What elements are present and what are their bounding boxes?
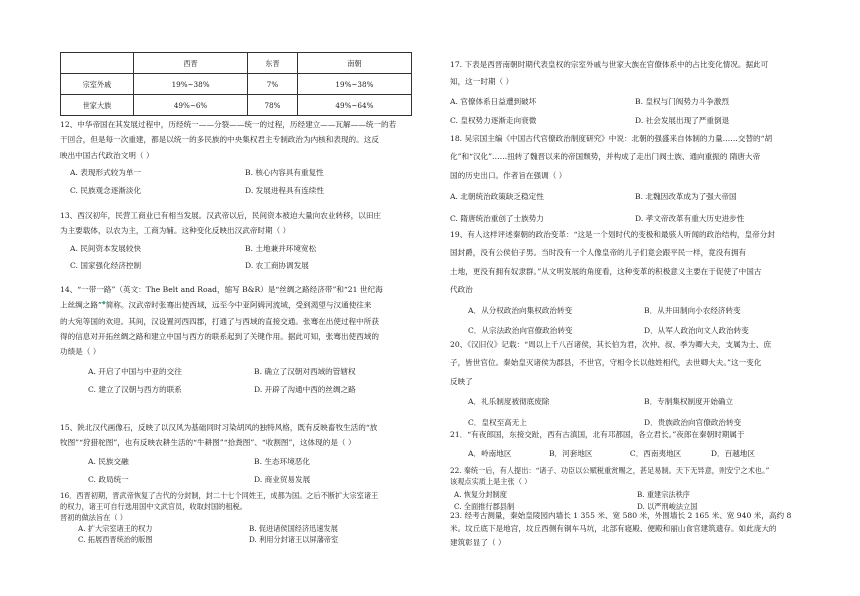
question-line: 干回合，但是每一次重建，都是以统一的多民族的中央集权君主专制政治为内核和表现的。这反 <box>60 135 379 145</box>
table-row <box>61 74 412 95</box>
options-row <box>60 524 420 533</box>
question-line: 反映了 <box>450 376 473 386</box>
options-row <box>450 192 820 201</box>
option-d: D. 社会发展出现了严重倒退 <box>635 116 730 126</box>
question-line: 22. 秦统一后，有人提出：“诸子、功臣以公赋税重赏赐之，甚足易制。天下无异意，则安宁之术也。” <box>450 466 770 475</box>
option-c: C．皇权至高无上 <box>468 417 527 427</box>
table-cell: 7% <box>248 74 298 95</box>
question-13 <box>60 211 420 271</box>
options-row <box>60 186 420 195</box>
option-d: D. 开辟了沟通中西的丝绸之路 <box>254 385 356 395</box>
option-c: C. 建立了汉朝与西方的联系 <box>88 385 182 395</box>
option-b: B. 核心内容具有重复性 <box>245 168 324 178</box>
question-line: 17. 下表是西晋南朝时期代表皇权的宗室外戚与世家大族在官僚体系中的占比变化情况。据此可 <box>450 60 769 69</box>
options-row <box>450 306 820 315</box>
options-row <box>60 168 420 177</box>
question-line: 米。坟丘底下是地宫，坟丘西侧有铜车马坑，北部有寝殿、便殿和丽山食官建筑遗存。如此庞大的 <box>450 524 777 534</box>
option-c: C. 政局统一 <box>88 475 129 485</box>
question-line: 化”和“汉化”……扭转了魏晋以来的帝国颓势，并构成了走出门阀士族、通向重振的 隋唐大帝 <box>450 152 761 162</box>
options-row <box>450 326 820 335</box>
option-a: A．从分权政治向集权政治转变 <box>468 305 573 315</box>
table-cell: 宗室外戚 <box>61 74 134 95</box>
question-line: 国的历史出口。作者旨在强调（ ） <box>450 170 567 180</box>
question-line-wrap <box>60 300 420 310</box>
option-b: B．从井田制向小农经济转变 <box>644 305 741 315</box>
question-line: 代政治 <box>450 285 473 295</box>
option-a: A．岭南地区 <box>468 449 512 459</box>
option-a: A．礼乐制度被彻底废除 <box>468 397 550 407</box>
question-15 <box>60 423 420 485</box>
question-line: 国封爵，没有公侯伯子男。当时没有一个人像皇帝的儿子们竟会跟平民一样，竟没有拥有 <box>450 248 747 258</box>
option-a: A. 北朝统治政策缺乏稳定性 <box>450 192 544 202</box>
options-row <box>60 244 420 253</box>
question-21 <box>450 430 820 459</box>
options-row <box>60 457 420 466</box>
question-line: 的权力，诸王可自行选用国中文武官员，收取封国的租税。 <box>60 502 247 511</box>
question-line: 13、西汉初年，民营工商业已有相当发展。汉武帝以后，民间资本被迫大量向农业转移，以田庄 <box>60 211 382 220</box>
option-a: A. 恢复分封制度 <box>454 490 507 499</box>
options-row <box>60 475 420 484</box>
option-d: D. 农工商协调发展 <box>245 261 309 271</box>
option-a: A. 官僚体系日益遭到破坏 <box>450 96 537 106</box>
table-cell: 世家大族 <box>61 95 134 116</box>
option-c: C. 民族观念逐渐淡化 <box>70 185 142 195</box>
question-line: 21．“有夜郎国，东接交趾，西有古滇国，北有邛都国，各立君长。”夜郎在秦朝时期属于 <box>450 430 745 439</box>
question-line: 为主要载体，以农为主，工商为辅。这种变化反映出汉武帝时期（ ） <box>60 226 291 236</box>
option-b: B. 促进诸侯国经济迅速发展 <box>249 524 338 533</box>
options-row <box>450 116 820 125</box>
option-d: D. 孝文帝改革有重大历史进步性 <box>635 213 745 223</box>
option-b: B．河套地区 <box>548 449 593 459</box>
question-line: 14、“一带一路”（英文：The Belt and Road，缩写 B&R）是“丝绸之路经济带”和“21 世纪海 <box>60 285 383 294</box>
option-a: A. 扩大宗室诸王的权力 <box>78 524 153 533</box>
option-b: B. 确立了汉朝对西域的管辖权 <box>254 366 356 376</box>
option-a: A. 民间资本发展较快 <box>70 243 142 253</box>
question-18 <box>450 134 820 223</box>
options-row <box>60 385 420 394</box>
question-line: 子，皆世官位。秦始皇灭诸侯为郡县，不世官，守相令长以他姓相代，去世卿大夫。”这一变化 <box>450 358 762 368</box>
options-row <box>450 502 820 511</box>
question-line: 16．西晋初期，晋武帝恢复了古代的分封制，封二十七个同姓王，成都为国。之后不断扩大宗室诸王 <box>60 491 379 500</box>
question-line: 20、《汉旧仪》记载：“周以上千八百诸侯，其长伯为君，次仲、叔、季为卿大夫，支属为士、庶 <box>450 340 772 349</box>
option-d: D. 发展进程具有连续性 <box>245 185 324 195</box>
question-line: 23. 经考古测量，秦始皇陵园内墙长 1 355 米、宽 580 米，外围墙长 2 165 米、宽 940 米，高约 8 <box>450 511 792 520</box>
option-b: B．专制集权制度开始确立 <box>644 397 734 407</box>
option-b: B. 北魏因改革成为了强大帝国 <box>635 192 737 202</box>
table-cell: 49%~6% <box>134 95 248 116</box>
option-b: B. 土地兼并环境宽松 <box>245 243 317 253</box>
question-line: 牧图”“狩猎驼图”，也有反映农耕生活的“牛耕图”“拾粪图”、“收割图”，这体现的是（ ） <box>60 438 356 448</box>
option-b: B. 皇权与门阀势力斗争激烈 <box>635 96 729 106</box>
question-20 <box>450 340 820 427</box>
option-d: D. 利用分封诸王以屏藩帝室 <box>249 535 339 544</box>
question-line: 12、中华帝国在其发展过程中，历经统一——分裂——统一的过程，历经建立——瓦解——统一的若 <box>60 120 397 129</box>
question-line: 功绩是（ ） <box>60 347 101 357</box>
option-c: C. 国家强化经济控制 <box>70 261 142 271</box>
option-c: C. 拓展西晋统治的版图 <box>78 535 153 544</box>
question-line: 简称。汉武帝时张骞出使西域，远至今中亚阿姆河流域，受到渴望与汉通使往来 <box>105 301 372 311</box>
table-header-cell: 西晋 <box>134 53 248 74</box>
option-a: A. 民族交融 <box>88 456 129 466</box>
option-d: D. 商业贸易发展 <box>254 475 311 485</box>
option-c: C. 皇权势力逐渐走向衰微 <box>450 116 537 126</box>
question-line: 该观点实质上是主张（ ） <box>450 477 532 486</box>
question-line: 土地，更没有拥有奴隶群。”从文明发展的角度看，这种变革的积极意义主要在于促使了中国古 <box>450 266 762 276</box>
option-c: C．从宗法政治向官僚政治转变 <box>468 326 573 336</box>
options-row <box>450 418 820 427</box>
question-line: 晋初的做法旨在（ ） <box>60 513 127 522</box>
option-b: B. 生态环境恶化 <box>254 456 310 466</box>
option-d: D．贵族政治向官僚政治转变 <box>644 417 742 427</box>
table-cell: 49%~64% <box>297 95 411 116</box>
options-row <box>450 490 820 499</box>
question-line: 18. 吴宗国主编《中国古代官僚政治制度研究》中说：北朝的强盛来自体制的力量……交替的“胡 <box>450 134 773 143</box>
option-b: B. 重建宗法秩序 <box>637 490 690 499</box>
table-header-row <box>61 53 412 74</box>
table-cell: 19%~38% <box>297 74 411 95</box>
question-line: 建筑彰显了（ ） <box>450 537 506 547</box>
question-22 <box>450 466 820 511</box>
option-d: D．百越地区 <box>710 449 755 459</box>
table-cell: 19%~38% <box>134 74 248 95</box>
options-row <box>60 261 420 270</box>
options-row <box>450 214 820 223</box>
question-line: 映出中国古代政治文明（ ） <box>60 150 154 160</box>
pin-icon: ◆ <box>101 300 106 307</box>
options-row <box>450 397 820 406</box>
table-row <box>61 95 412 116</box>
option-d: D. 以严刑峻法立国 <box>637 502 698 511</box>
question-line: 上丝绸之路” <box>60 301 102 311</box>
table-cell: 78% <box>248 95 298 116</box>
options-row <box>60 535 420 544</box>
question-14 <box>60 285 420 395</box>
question-23 <box>450 511 820 547</box>
option-a: A. 表现形式较为单一 <box>70 168 142 178</box>
question-line: 19、有人这样评述秦朝的政治变革：“这是一个划时代的变极和最骇人听闻的政治结构，皇帝分封 <box>450 230 775 239</box>
question-line: 15、陕北汉代画像石，反映了以汉风为基础同时习染胡风的独特风格，既有反映畜牧生活的“放 <box>60 423 378 432</box>
option-d: D．从军人政治向文人政治转变 <box>644 326 749 336</box>
question-16 <box>60 491 420 544</box>
question-19 <box>450 230 820 336</box>
option-c: C．西南夷地区 <box>629 449 682 459</box>
options-row <box>450 449 820 458</box>
options-row <box>450 97 820 106</box>
option-a: A. 开启了中国与中亚的交往 <box>88 366 182 376</box>
stat-table <box>60 52 412 116</box>
table-header-cell: 东晋 <box>248 53 298 74</box>
option-c: C. 隋唐统治重创了士族势力 <box>450 213 544 223</box>
table-header-cell <box>61 53 134 74</box>
question-line: 的大宛等国的欢迎。其间，汉设置河西四郡，打通了与西域的直接交通。张骞在出使过程中所获 <box>60 316 379 326</box>
table-header-cell: 南朝 <box>297 53 411 74</box>
options-row <box>60 367 420 376</box>
question-line: 知，这一时期（ ） <box>450 77 514 87</box>
option-c: C. 全面推行郡县制 <box>454 502 515 511</box>
question-12 <box>60 120 420 195</box>
question-17 <box>450 60 820 126</box>
question-line: 得的信息对开拓丝绸之路和建立中国与西方的联系起到了关键作用。据此可知，张骞出使西域的 <box>60 331 379 341</box>
